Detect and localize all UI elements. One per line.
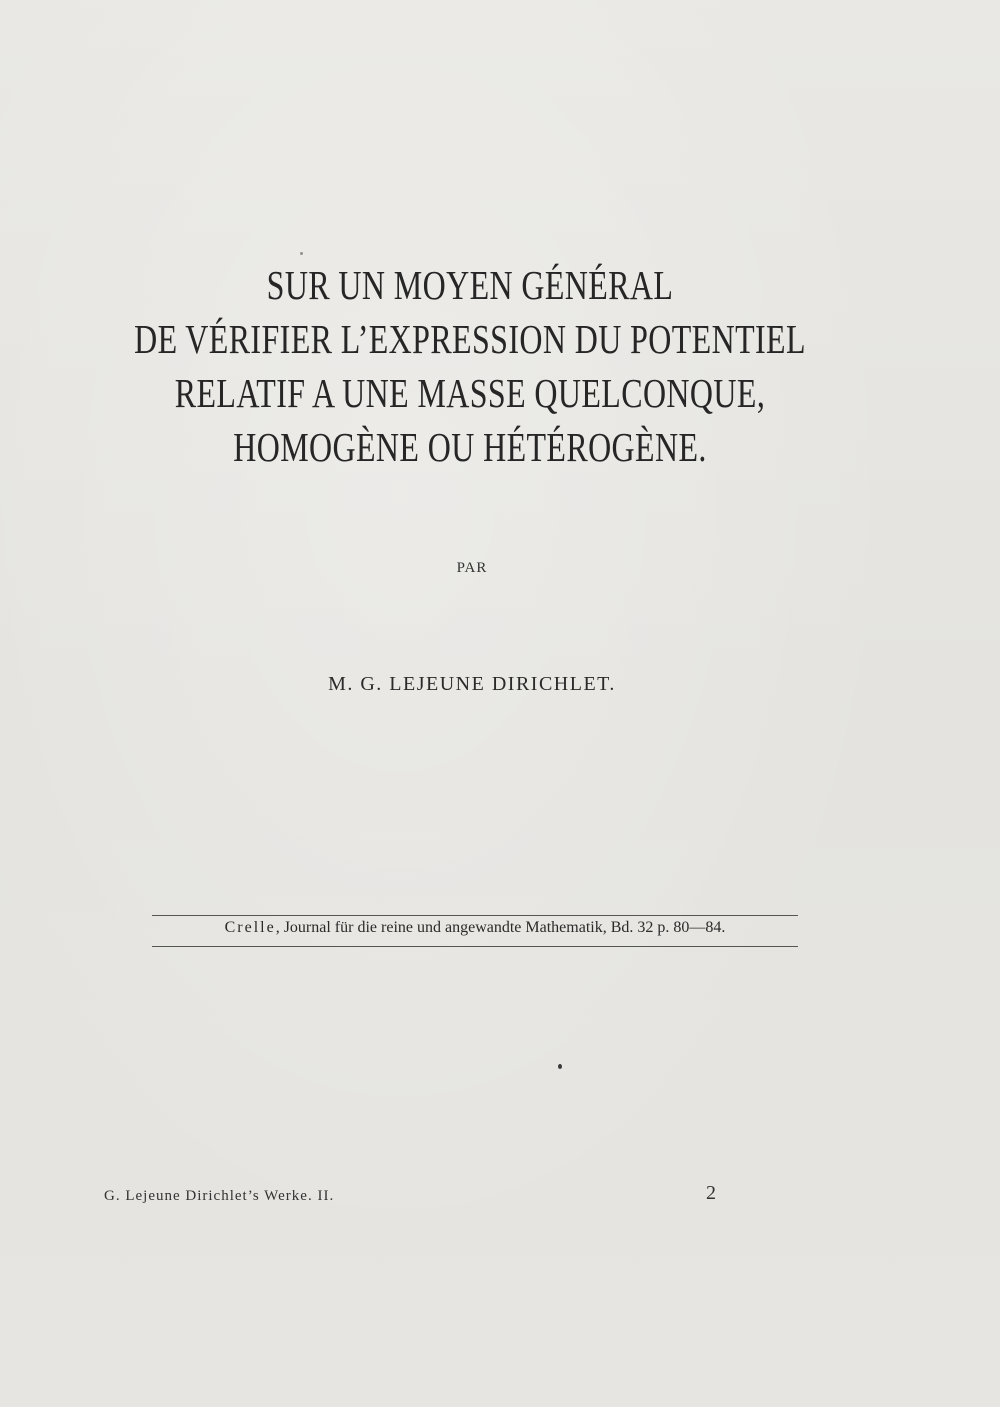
- source-reference: [152, 919, 798, 937]
- title-line: HOMOGÈNE OU HÉTÉROGÈNE.: [233, 424, 707, 470]
- author-name: M. G. LEJEUNE DIRICHLET.: [328, 673, 616, 695]
- article-title: [0, 258, 940, 474]
- signature-mark: 2: [706, 1182, 716, 1204]
- journal-name: Crelle: [224, 919, 276, 936]
- reference-rule-bottom: [152, 946, 798, 947]
- reference-details: , Journal für die reine und angewandte Mathematik, Bd. 32 p. 80—84.: [275, 919, 726, 936]
- title-line: SUR UN MOYEN GÉNÉRAL: [266, 262, 674, 308]
- print-speck: [558, 1064, 562, 1069]
- reference-rule-top: [152, 915, 798, 916]
- par-label: PAR: [456, 560, 488, 576]
- title-line: RELATIF A UNE MASSE QUELCONQUE,: [174, 370, 766, 416]
- print-speck: [300, 252, 303, 255]
- title-line: DE VÉRIFIER L’EXPRESSION DU POTENTIEL: [134, 316, 806, 362]
- collection-footer: G. Lejeune Dirichlet’s Werke. II.: [104, 1188, 335, 1204]
